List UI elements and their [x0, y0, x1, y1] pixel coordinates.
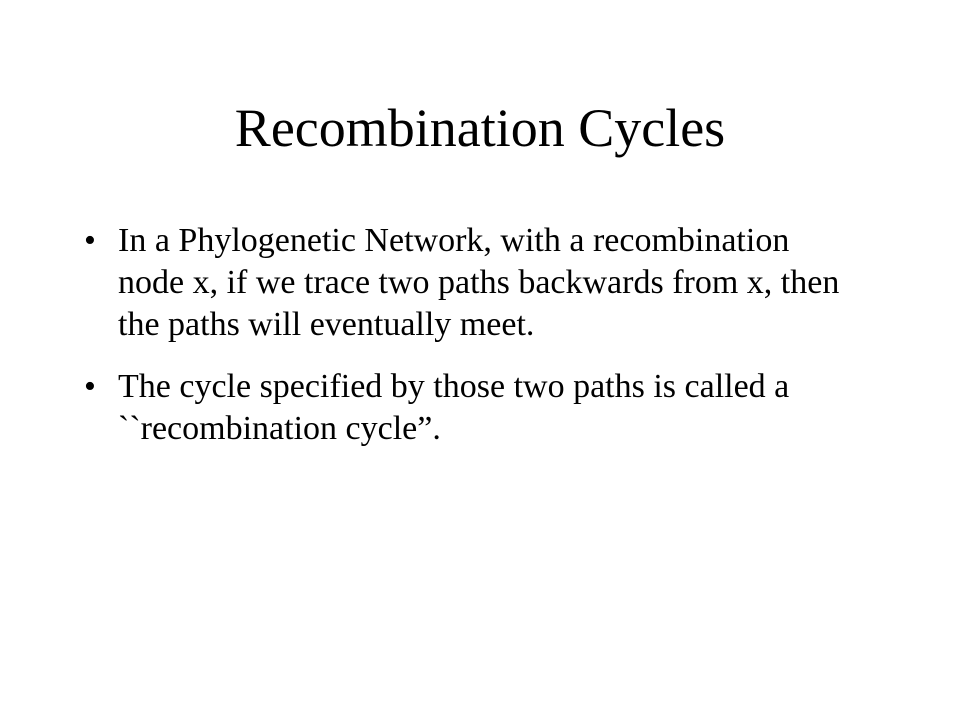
- bullet-text: The cycle specified by those two paths is called a ``recombination cycle”.: [118, 368, 790, 447]
- bullet-item: [84, 366, 844, 450]
- bullet-item: [84, 220, 844, 346]
- slide-title: Recombination Cycles: [234, 98, 726, 158]
- bullet-dot: •: [84, 368, 96, 405]
- bullet-dot: •: [84, 222, 96, 259]
- bullet-list: [84, 220, 844, 470]
- bullet-text: In a Phylogenetic Network, with a recombination node x, if we trace two paths backwards from x, then the paths will eventually meet.: [118, 222, 840, 343]
